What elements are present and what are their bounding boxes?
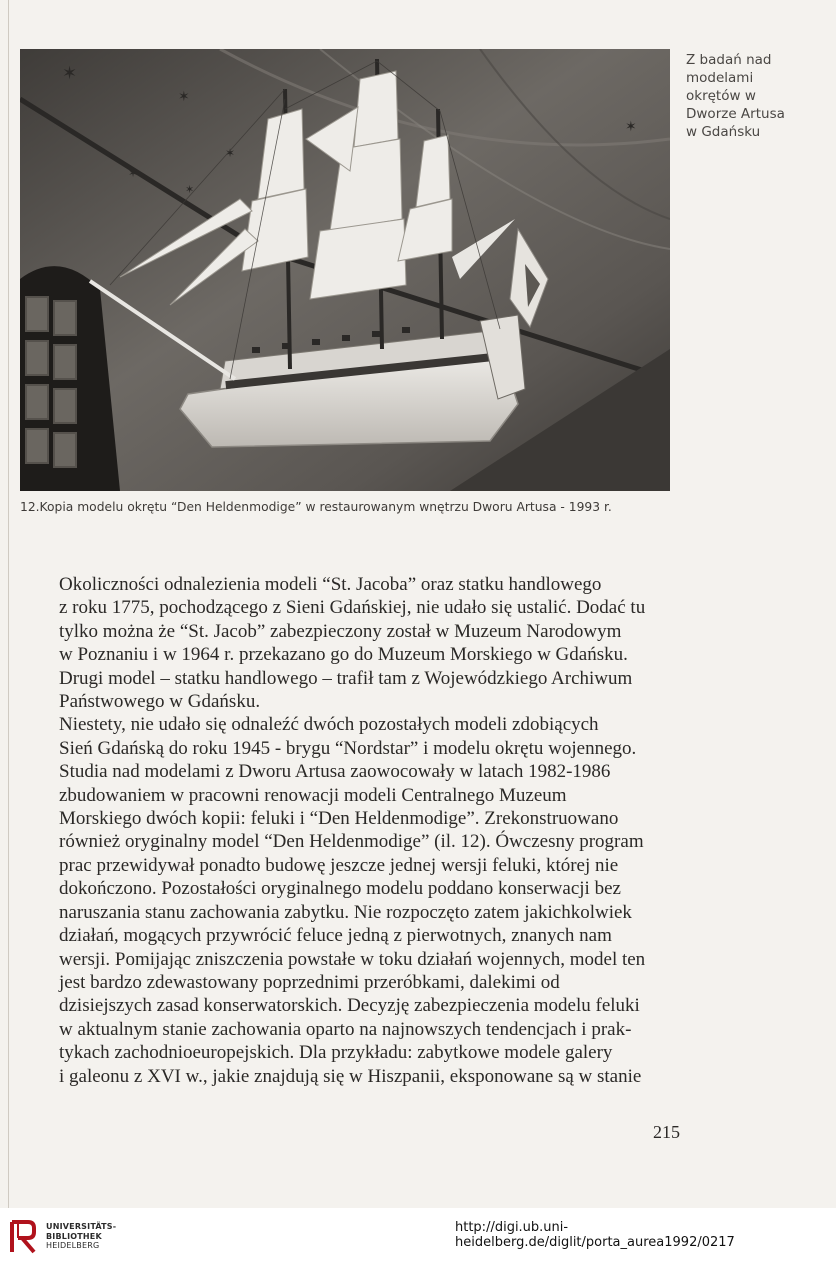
text-line: Morskiego dwóch kopii: feluki i “Den Heldenmodige”. Zrekonstruowano — [59, 808, 619, 830]
text-line: również oryginalny model “Den Heldenmodige” (il. 12). Ówczesny program — [59, 831, 644, 853]
source-url-link[interactable]: http://digi.ub.uni-heidelberg.de/diglit/porta_aurea1992/0217 — [455, 1220, 735, 1250]
running-header-line: okrętów w — [686, 88, 756, 104]
running-header-line: Z badań nad — [686, 52, 772, 68]
text-line: prac przewidywał ponadto budowę jeszcze jednej wersji feluki, której nie — [59, 854, 619, 876]
text-line: w aktualnym stanie zachowania oparto na najnowszych tendencjach i prak- — [59, 1018, 632, 1040]
running-header — [686, 51, 826, 141]
running-header-line: Dworze Artusa — [686, 106, 785, 122]
svg-text:✶: ✶ — [225, 146, 236, 160]
text-line: Państwowego w Gdańsku. — [59, 691, 261, 713]
text-line: jest bardzo zdewastowany poprzednimi przeróbkami, dalekimi od — [59, 971, 560, 993]
logo-text — [46, 1222, 116, 1251]
svg-text:✶: ✶ — [625, 119, 637, 135]
body-text — [21, 573, 676, 1088]
running-header-line: modelami — [686, 70, 754, 86]
text-line: Sień Gdańską do roku 1945 - brygu “Nordstar” i modelu okrętu wojennego. — [59, 737, 637, 759]
logo-line: BIBLIOTHEK — [46, 1231, 102, 1241]
logo-line: UNIVERSITÄTS- — [46, 1222, 117, 1231]
text-line: tylko można że “St. Jacob” zabezpieczony został w Muzeum Narodowym — [59, 620, 622, 642]
figure-caption: 12.Kopia modelu okrętu “Den Heldenmodige” w restaurowanym wnętrzu Dworu Artusa - 1993 r. — [20, 500, 612, 514]
university-library-logo-icon — [8, 1218, 38, 1256]
paragraph — [21, 573, 676, 713]
logo-line: HEIDELBERG — [46, 1241, 100, 1250]
library-logo[interactable] — [8, 1216, 118, 1260]
text-line: Drugi model – statku handlowego – trafił tam z Wojewódzkiego Archiwum — [59, 667, 633, 689]
text-line: wersji. Pomijając zniszczenia powstałe w toku działań wojennych, model ten — [59, 948, 646, 970]
text-line: Niestety, nie udało się odnaleźć dwóch pozostałych modeli zdobiących — [59, 714, 599, 736]
ship-model-illustration — [20, 49, 670, 491]
text-line: działań, mogących przywrócić feluce jedną z pierwotnych, znanych nam — [59, 925, 612, 947]
ship-model-photograph — [20, 49, 670, 491]
text-line: naruszania stanu zachowania zabytku. Nie rozpoczęto zatem jakichkolwiek — [59, 901, 632, 923]
svg-text:✶: ✶ — [178, 89, 190, 105]
text-line: dokończono. Pozostałości oryginalnego modelu poddano konserwacji bez — [59, 878, 621, 900]
text-line: i galeonu z XVI w., jakie znajdują się w Hiszpanii, eksponowane są w stanie — [59, 1065, 642, 1087]
paragraph — [21, 713, 676, 760]
svg-text:✶: ✶ — [62, 63, 78, 84]
text-line: Studia nad modelami z Dworu Artusa zaowocowały w latach 1982-1986 — [59, 761, 611, 783]
text-line: Okoliczności odnalezienia modeli “St. Jacoba” oraz statku handlowego — [59, 574, 602, 595]
svg-text:✶: ✶ — [128, 166, 139, 180]
text-line: z roku 1775, pochodzącego z Sieni Gdańskiej, nie udało się ustalić. Dodać tu — [59, 597, 646, 619]
text-line: w Poznaniu i w 1964 r. przekazano go do Muzeum Morskiego w Gdańsku. — [59, 644, 628, 666]
page-number: 215 — [653, 1122, 680, 1142]
page-edge — [8, 0, 9, 1210]
text-line: zbudowaniem w pracowni renowacji modeli Centralnego Muzeum — [59, 784, 567, 806]
text-line: dzisiejszych zasad konserwatorskich. Decyzję zabezpieczenia modelu feluki — [59, 995, 640, 1017]
text-line: tykach zachodnioeuropejskich. Dla przykładu: zabytkowe modele galery — [59, 1042, 613, 1064]
svg-text:✶: ✶ — [185, 183, 195, 196]
paragraph — [21, 760, 676, 1088]
running-header-line: w Gdańsku — [686, 124, 761, 140]
